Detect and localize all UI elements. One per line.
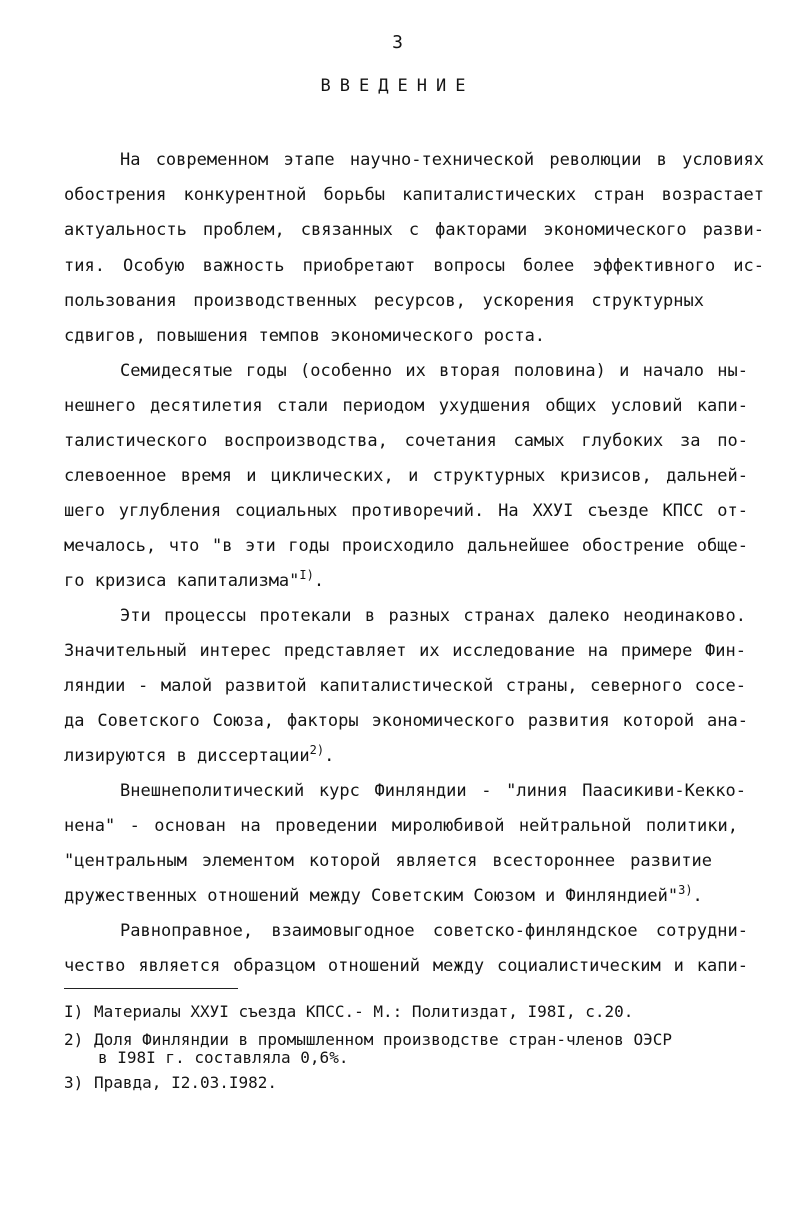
text-line: Значительный интерес представляет их исследование на примере Фин-	[64, 641, 746, 661]
text-line: нешнего десятилетия стали периодом ухудшения общих условий капи-	[64, 396, 748, 416]
text-line: ляндии - малой развитой капиталистической страны, северного сосе-	[64, 676, 746, 696]
page-number: 3	[392, 32, 403, 53]
punctuation: .	[324, 746, 335, 766]
footnote-divider	[64, 988, 238, 989]
page-title: ВВЕДЕНИЕ	[320, 76, 475, 96]
text-fragment: го кризиса капитализма"	[64, 571, 300, 591]
text-line: тия. Особую важность приобретают вопросы более эффективного ис-	[64, 256, 764, 276]
footnote-1	[64, 1003, 633, 1021]
punctuation: .	[313, 571, 325, 591]
text-line: шего углубления социальных противоречий. На ХХУI съезде КПСС от-	[64, 501, 748, 521]
footnote-number: 2)	[64, 1030, 84, 1049]
footnote-text: Материалы ХХУI съезда КПСС.- М.: Политиздат, I98I, с.20.	[94, 1002, 634, 1021]
footnote-ref-2[interactable]: 2)	[309, 743, 325, 757]
text-fragment: дружественных отношений между Советским Союзом и Финляндией"	[64, 886, 679, 906]
footnote-text: Доля Финляндии в промышленном производстве стран-членов ОЭСР	[94, 1030, 672, 1049]
text-line: Равноправное, взаимовыгодное советско-финляндское сотрудни-	[120, 921, 748, 941]
footnote-number: I)	[64, 1002, 84, 1021]
footnote-text-continuation: в I98I г. составляла 0,6%.	[98, 1048, 349, 1067]
text-fragment: лизируются в диссертации	[64, 746, 310, 766]
footnote-ref-3[interactable]: 3)	[678, 883, 693, 897]
footnote-number: 3)	[64, 1073, 84, 1092]
text-line: слевоенное время и циклических, и структурных кризисов, дальней-	[64, 466, 748, 486]
footnote-text: Правда, I2.03.I982.	[94, 1073, 278, 1092]
text-line	[64, 568, 764, 591]
text-line	[64, 743, 764, 766]
text-line: обострения конкурентной борьбы капиталистических стран возрастает	[64, 185, 764, 205]
text-line: пользования производственных ресурсов, ускорения структурных	[64, 291, 704, 311]
text-line: актуальность проблем, связанных с факторами экономического разви-	[64, 220, 764, 240]
text-line: Эти процессы протекали в разных странах далеко неодинаково.	[120, 606, 746, 626]
text-line: да Советского Союза, факторы экономического развития которой ана-	[64, 711, 748, 731]
text-line: нена" - основан на проведении миролюбивой нейтральной политики,	[64, 816, 738, 836]
text-line: талистического воспроизводства, сочетания самых глубоких за по-	[64, 431, 748, 451]
text-line: мечалось, что "в эти годы происходило дальнейшее обострение обще-	[64, 536, 748, 556]
text-line: На современном этапе научно-технической революции в условиях	[120, 150, 764, 170]
text-line: сдвигов, повышения темпов экономического роста.	[64, 326, 546, 346]
text-line: чество является образцом отношений между социалистическим и капи-	[64, 956, 748, 976]
text-line: "центральным элементом которой является всестороннее развитие	[64, 851, 712, 871]
footnote-2	[64, 1031, 672, 1067]
footnote-ref-1[interactable]: I)	[299, 568, 314, 582]
text-line: Внешнеполитический курс Финляндии - "линия Паасикиви-Кекко-	[120, 781, 746, 801]
text-line: Семидесятые годы (особенно их вторая половина) и начало ны-	[120, 361, 748, 381]
text-line	[64, 883, 764, 906]
footnote-3	[64, 1074, 277, 1092]
punctuation: .	[692, 886, 703, 906]
